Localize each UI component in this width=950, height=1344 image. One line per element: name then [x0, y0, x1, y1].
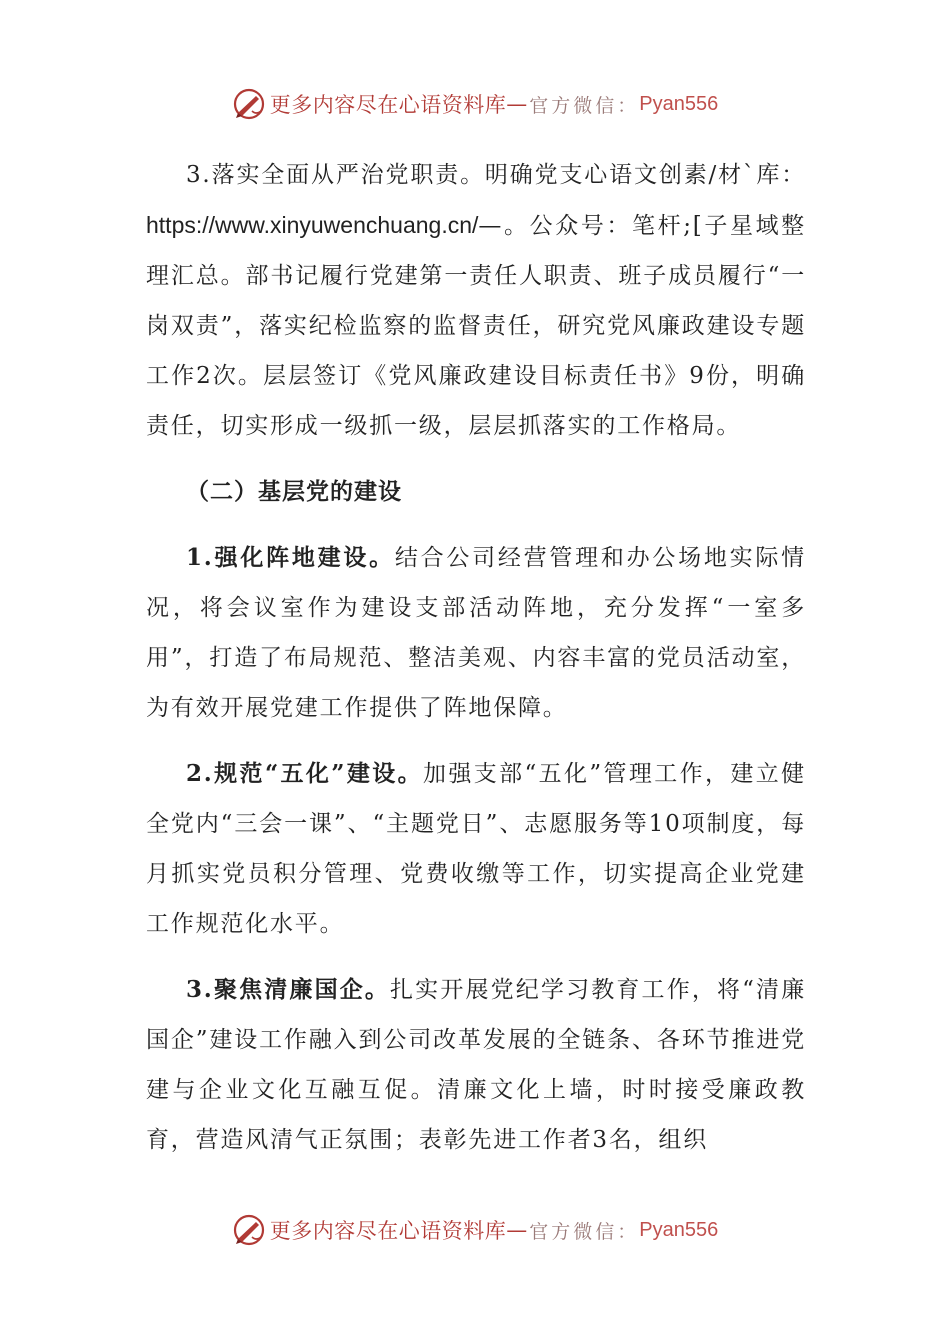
watermark-wechat-label: 官方微信：: [529, 1220, 640, 1243]
watermark-wechat-label: 官方微信：: [529, 94, 640, 117]
paragraph-body: 扎实开展党纪学习教育工作，将“清廉国企”建设工作融入到公司改革发展的全链条、各环节推进党建与企业文化互融互促。清廉文化上墙，时时接受廉政教育，营造风清气正氛围；表彰先进工作者3名，组织: [146, 977, 807, 1153]
watermark-banner-top: [0, 84, 950, 124]
paragraph-lead: 1.强化阵地建设。: [186, 544, 395, 571]
paragraph-five-standards: [146, 749, 806, 949]
paragraph-lead: 3.落实全面从严治党职责。: [186, 162, 485, 188]
watermark-wechat-id: Pyan556: [639, 92, 719, 115]
section-heading: （二）基层党的建设: [186, 478, 402, 505]
watermark-text: 更多内容尽在心语资料库: [269, 1219, 507, 1243]
website-link[interactable]: https://www.xinyuwenchuang.cn/: [146, 212, 479, 238]
pen-logo-icon: [232, 1213, 266, 1247]
paragraph-body: —。公众号：笔杆;[子星域整理汇总。部书记履行党建第一责任人职责、班子成员履行“一岗双责”，落实纪检监察的监督责任，研究党风廉政建设专题工作2次。层层签订《党风廉政建设目标责任书》9份，明确责任，切实形成一级抓一级，层层抓落实的工作格局。: [146, 213, 806, 439]
paragraph-body: 明确党支心语文创素/材`库：: [484, 162, 806, 188]
watermark-wechat-id: Pyan556: [639, 1218, 719, 1241]
watermark-dash: —: [506, 92, 528, 116]
watermark-text: 更多内容尽在心语资料库: [269, 93, 507, 117]
paragraph-lead: 2.规范“五化”建设。: [186, 760, 424, 787]
paragraph-body: 加强支部“五化”管理工作，建立健全党内“三会一课”、“主题党日”、志愿服务等10项制度，每月抓实党员积分管理、党费收缴等工作，切实提高企业党建工作规范化水平。: [146, 761, 806, 937]
paragraph-lead: 3.聚焦清廉国企。: [186, 976, 391, 1003]
document-body: [146, 150, 806, 1165]
paragraph-clean-enterprise: [146, 965, 806, 1165]
paragraph-responsibility: [146, 150, 806, 451]
paragraph-position-building: [146, 533, 806, 733]
watermark-banner-bottom: [0, 1210, 950, 1250]
watermark-dash: —: [506, 1218, 528, 1242]
pen-logo-icon: [232, 87, 266, 121]
paragraph-body: 结合公司经营管理和办公场地实际情况，将会议室作为建设支部活动阵地，充分发挥“一室多用”，打造了布局规范、整洁美观、内容丰富的党员活动室，为有效开展党建工作提供了阵地保障。: [146, 545, 806, 721]
